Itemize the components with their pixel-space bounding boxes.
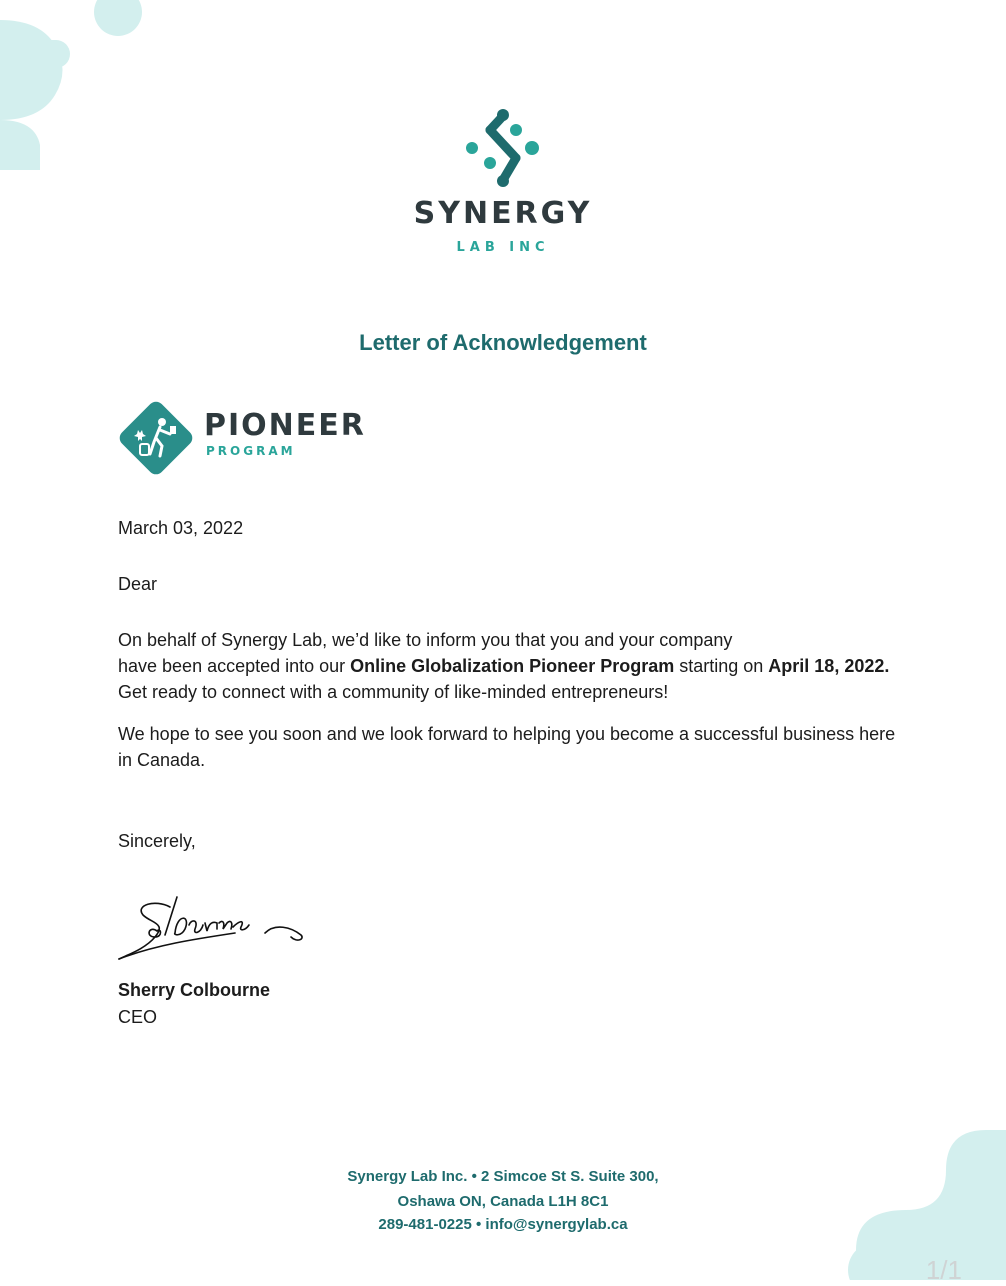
- paragraph-closing-remarks: We hope to see you soon and we look forward to helping you become a successful business here in Canada.: [118, 724, 896, 770]
- page-indicator: 1/1: [925, 1255, 962, 1285]
- paragraph-text: Get ready to connect with a community of like-minded entrepreneurs!: [118, 682, 669, 702]
- program-start-date: April 18, 2022.: [768, 656, 890, 676]
- signer-name: Sherry Colbourne: [118, 980, 271, 1000]
- program-title: Online Globalization Pioneer Program: [350, 656, 675, 676]
- greeting: Dear: [118, 574, 158, 594]
- paragraph-line: On behalf of Synergy Lab, we’d like to inform you that you and your company: [118, 630, 733, 650]
- footer-address-line: Synergy Lab Inc. • 2 Simcoe St S. Suite 300,: [347, 1168, 659, 1185]
- brand-name: SYNERGY: [413, 196, 593, 231]
- traveler-badge-icon: [116, 398, 196, 478]
- program-name: PIONEER: [204, 408, 366, 443]
- paragraph-acceptance: [118, 627, 898, 705]
- letter-date: March 03, 2022: [118, 518, 244, 538]
- corner-decoration-top-left: [0, 0, 160, 170]
- paragraph-text: have been accepted into our: [118, 656, 351, 676]
- handwritten-signature: [115, 893, 315, 963]
- pioneer-program-logo: [116, 398, 416, 476]
- closing: Sincerely,: [118, 831, 196, 851]
- program-subtitle: PROGRAM: [206, 444, 296, 458]
- letter-title: Letter of Acknowledgement: [359, 330, 647, 355]
- brand-subtitle: LAB INC: [456, 240, 550, 255]
- paragraph-text: starting on: [674, 656, 769, 676]
- synergy-logo: [403, 108, 603, 268]
- footer-city-line: Oshawa ON, Canada L1H 8C1: [397, 1193, 609, 1210]
- synergy-molecule-icon: [460, 108, 546, 192]
- signer-title: CEO: [118, 1007, 158, 1027]
- footer-contact-line: 289-481-0225 • info@synergylab.ca: [378, 1216, 628, 1233]
